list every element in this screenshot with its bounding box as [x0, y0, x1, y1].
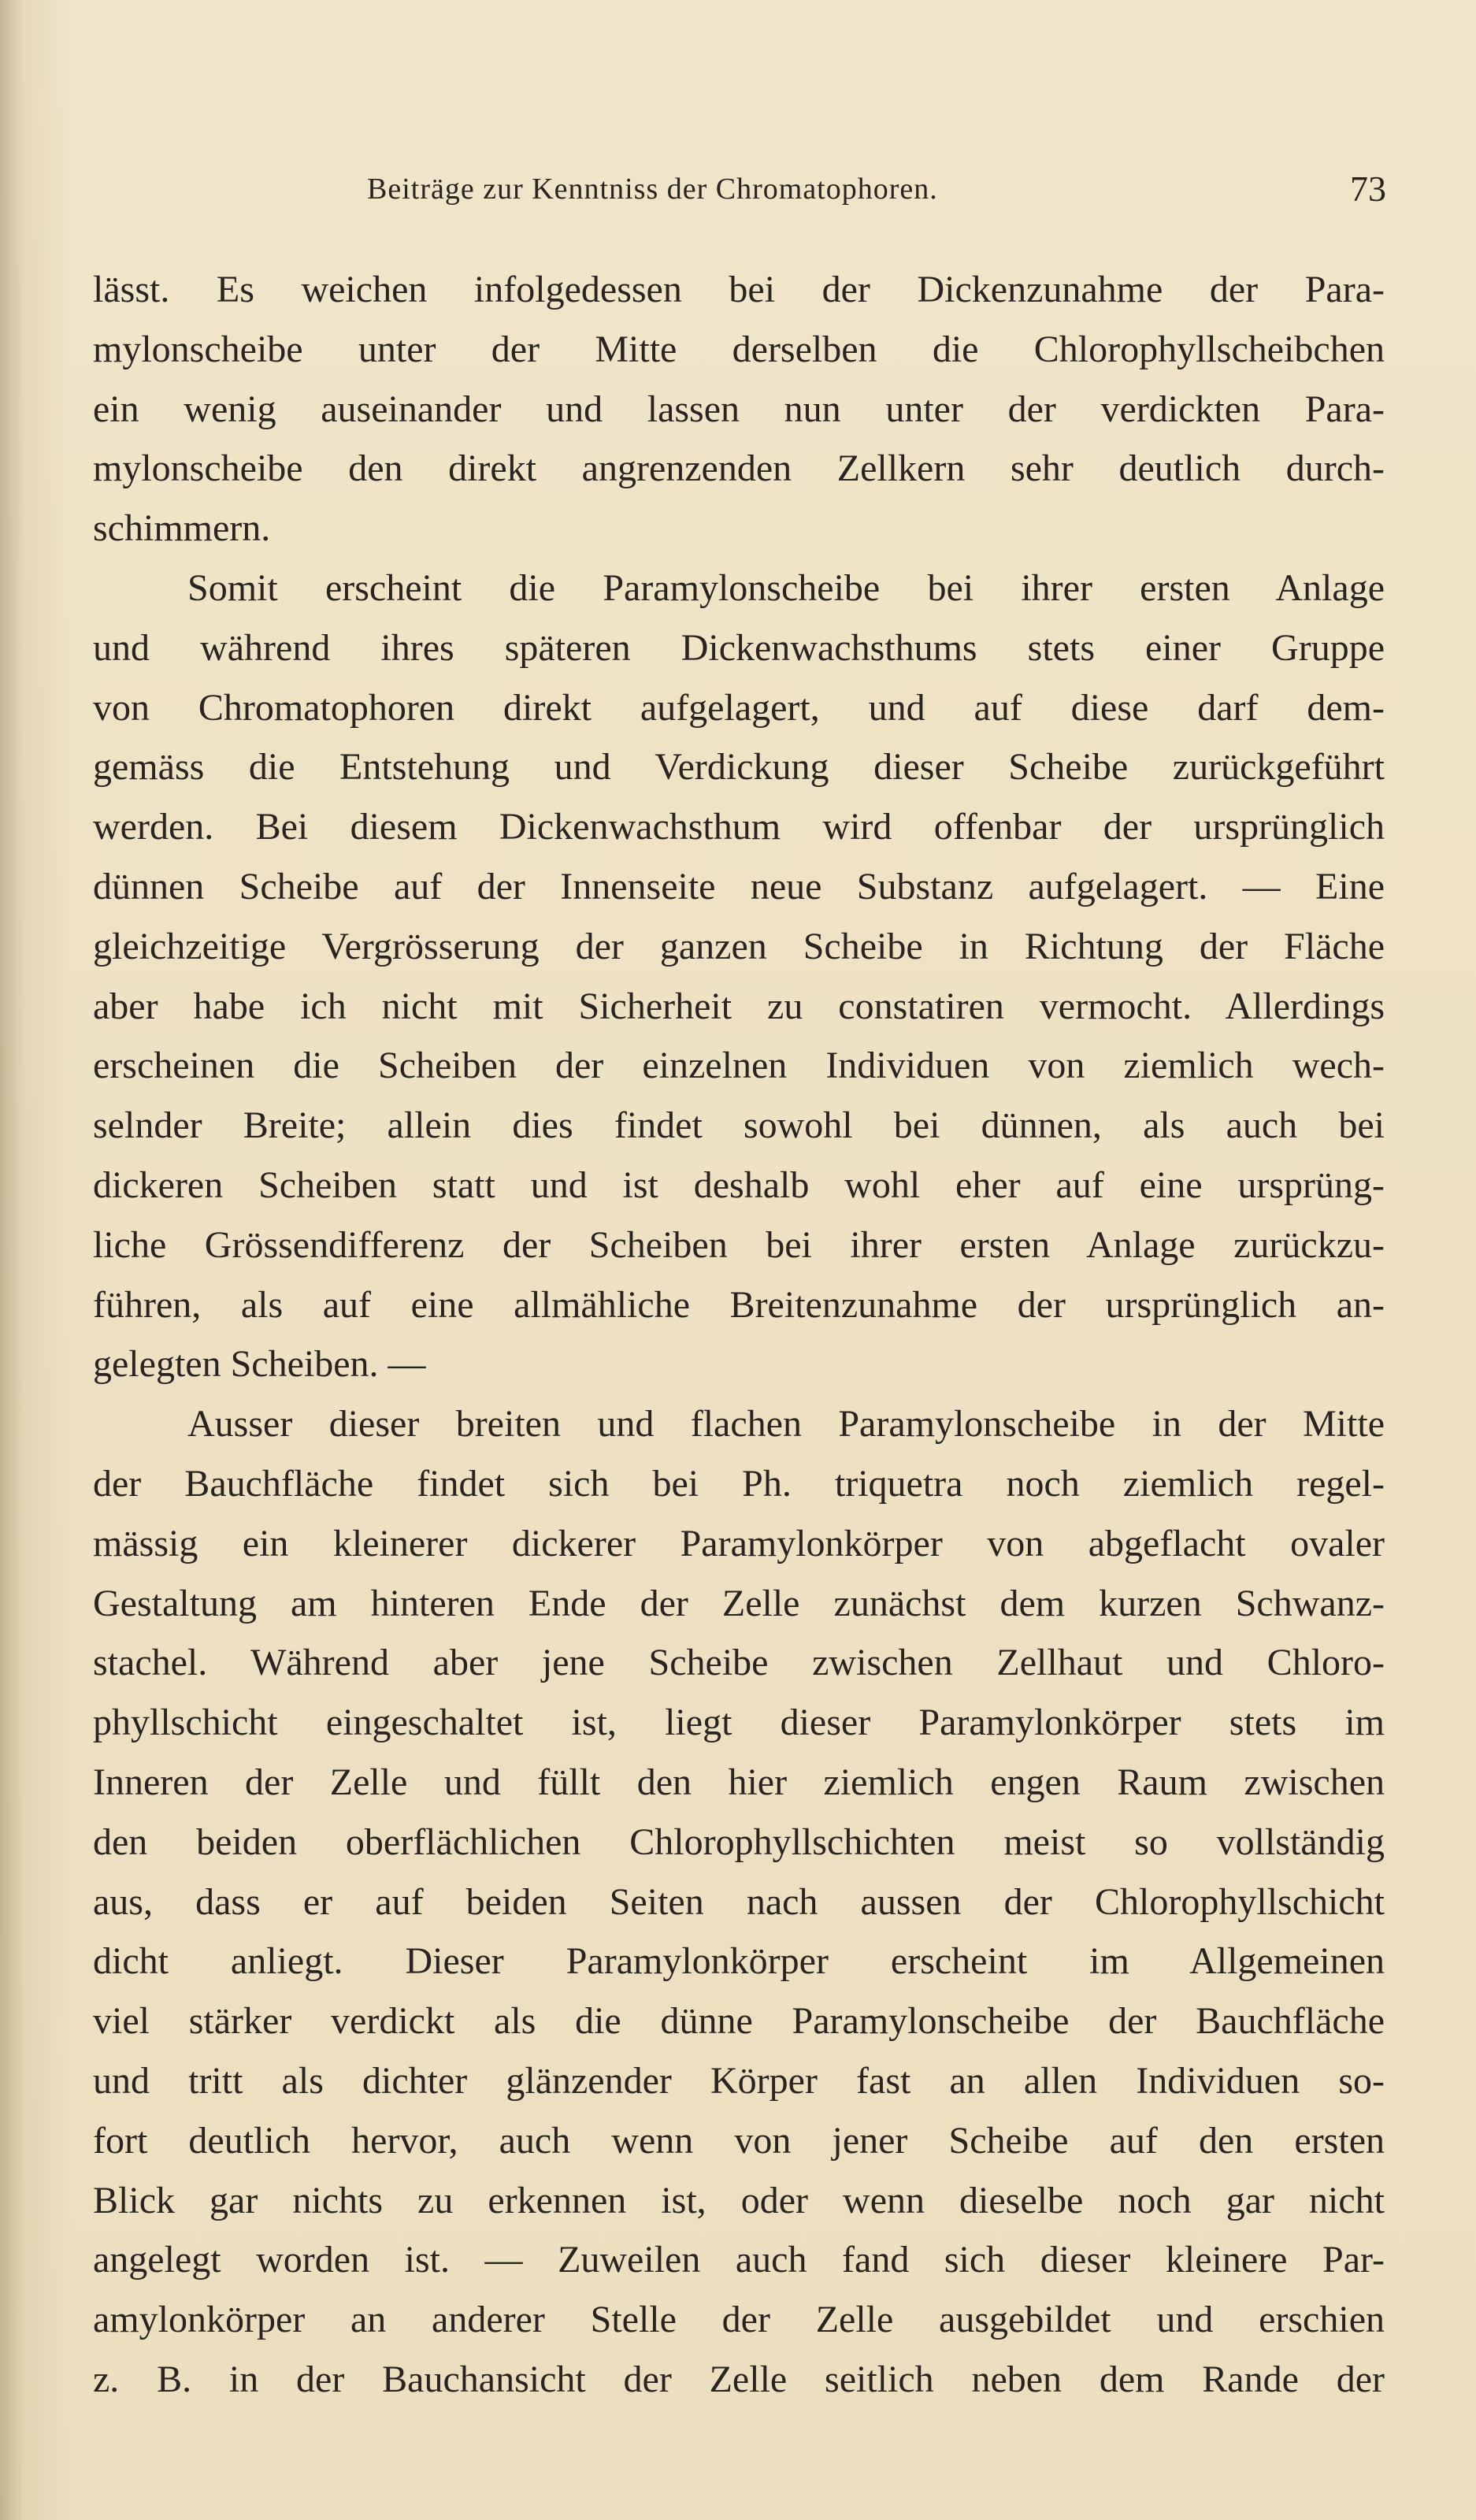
text-line: stachel. Während aber jene Scheibe zwischen Zellhaut und Chloro- — [93, 1642, 1385, 1684]
text-line: werden. Bei diesem Dickenwachsthum wird offenbar der ursprünglich — [93, 806, 1385, 848]
text-line: Somit erscheint die Paramylonscheibe bei ihrer ersten Anlage — [187, 566, 1385, 609]
text-line: gelegten Scheiben. — — [93, 1343, 426, 1386]
text-line: dicht anliegt. Dieser Paramylonkörper erscheint im Allgemeinen — [93, 1940, 1385, 1983]
text-line: gemäss die Entstehung und Verdickung dieser Scheibe zurückgeführt — [93, 746, 1385, 789]
text-line: von Chromatophoren direkt aufgelagert, und auf diese darf dem- — [93, 686, 1385, 729]
text-line: Inneren der Zelle und füllt den hier ziemlich engen Raum zwischen — [93, 1761, 1385, 1803]
text-line: fort deutlich hervor, auch wenn von jener Scheibe auf den ersten — [93, 2119, 1385, 2162]
text-line: erscheinen die Scheiben der einzelnen Individuen von ziemlich wech- — [93, 1045, 1385, 1087]
text-line: viel stärker verdickt als die dünne Paramylonscheibe der Bauchfläche — [93, 2000, 1385, 2043]
text-line: dickeren Scheiben statt und ist deshalb wohl eher auf eine ursprüng- — [93, 1164, 1385, 1206]
running-title: Beiträge zur Kenntniss der Chromatophoren. — [367, 173, 938, 206]
text-line: gleichzeitige Vergrösserung der ganzen Scheibe in Richtung der Fläche — [93, 925, 1385, 967]
text-line: mylonscheibe unter der Mitte derselben die Chlorophyllscheibchen — [93, 328, 1385, 370]
text-line: aber habe ich nicht mit Sicherheit zu constatiren vermocht. Allerdings — [93, 985, 1385, 1027]
text-line: Gestaltung am hinteren Ende der Zelle zunächst dem kurzen Schwanz- — [93, 1582, 1385, 1624]
text-line: Ausser dieser breiten und flachen Paramylonscheibe in der Mitte — [187, 1403, 1385, 1446]
text-line: schimmern. — [93, 507, 271, 550]
body-text — [93, 260, 1385, 2410]
text-line: ein wenig auseinander und lassen nun unter der verdickten Para- — [93, 388, 1385, 430]
text-line: führen, als auf eine allmähliche Breitenzunahme der ursprünglich an- — [93, 1283, 1385, 1326]
text-line: liche Grössendifferenz der Scheiben bei ihrer ersten Anlage zurückzu- — [93, 1223, 1385, 1266]
text-line: aus, dass er auf beiden Seiten nach aussen der Chlorophyllschicht — [93, 1880, 1385, 1923]
text-line: angelegt worden ist. — Zuweilen auch fand sich dieser kleinere Par- — [93, 2239, 1385, 2281]
text-line: und während ihres späteren Dickenwachsthums stets einer Gruppe — [93, 626, 1385, 669]
text-line: mylonscheibe den direkt angrenzenden Zellkern sehr deutlich durch- — [93, 447, 1385, 490]
text-line: und tritt als dichter glänzender Körper fast an allen Individuen so- — [93, 2059, 1385, 2102]
text-line: amylonkörper an anderer Stelle der Zelle ausgebildet und erschien — [93, 2299, 1385, 2341]
text-line: der Bauchfläche findet sich bei Ph. triquetra noch ziemlich regel- — [93, 1462, 1385, 1505]
text-line: phyllschicht eingeschaltet ist, liegt dieser Paramylonkörper stets im — [93, 1702, 1385, 1744]
text-line: dünnen Scheibe auf der Innenseite neue Substanz aufgelagert. — Eine — [93, 865, 1385, 907]
text-line: den beiden oberflächlichen Chlorophyllschichten meist so vollständig — [93, 1820, 1385, 1863]
text-line: lässt. Es weichen infolgedessen bei der Dickenzunahme der Para- — [93, 269, 1385, 310]
page-number: 73 — [1350, 169, 1386, 209]
page-header — [95, 161, 1386, 217]
text-line: mässig ein kleinerer dickerer Paramylonkörper von abgeflacht ovaler — [93, 1522, 1385, 1564]
text-line: z. B. in der Bauchansicht der Zelle seitlich neben dem Rande der — [93, 2358, 1385, 2400]
text-line: Blick gar nichts zu erkennen ist, oder wenn dieselbe noch gar nicht — [93, 2179, 1385, 2221]
text-line: selnder Breite; allein dies findet sowohl bei dünnen, als auch bei — [93, 1104, 1385, 1147]
